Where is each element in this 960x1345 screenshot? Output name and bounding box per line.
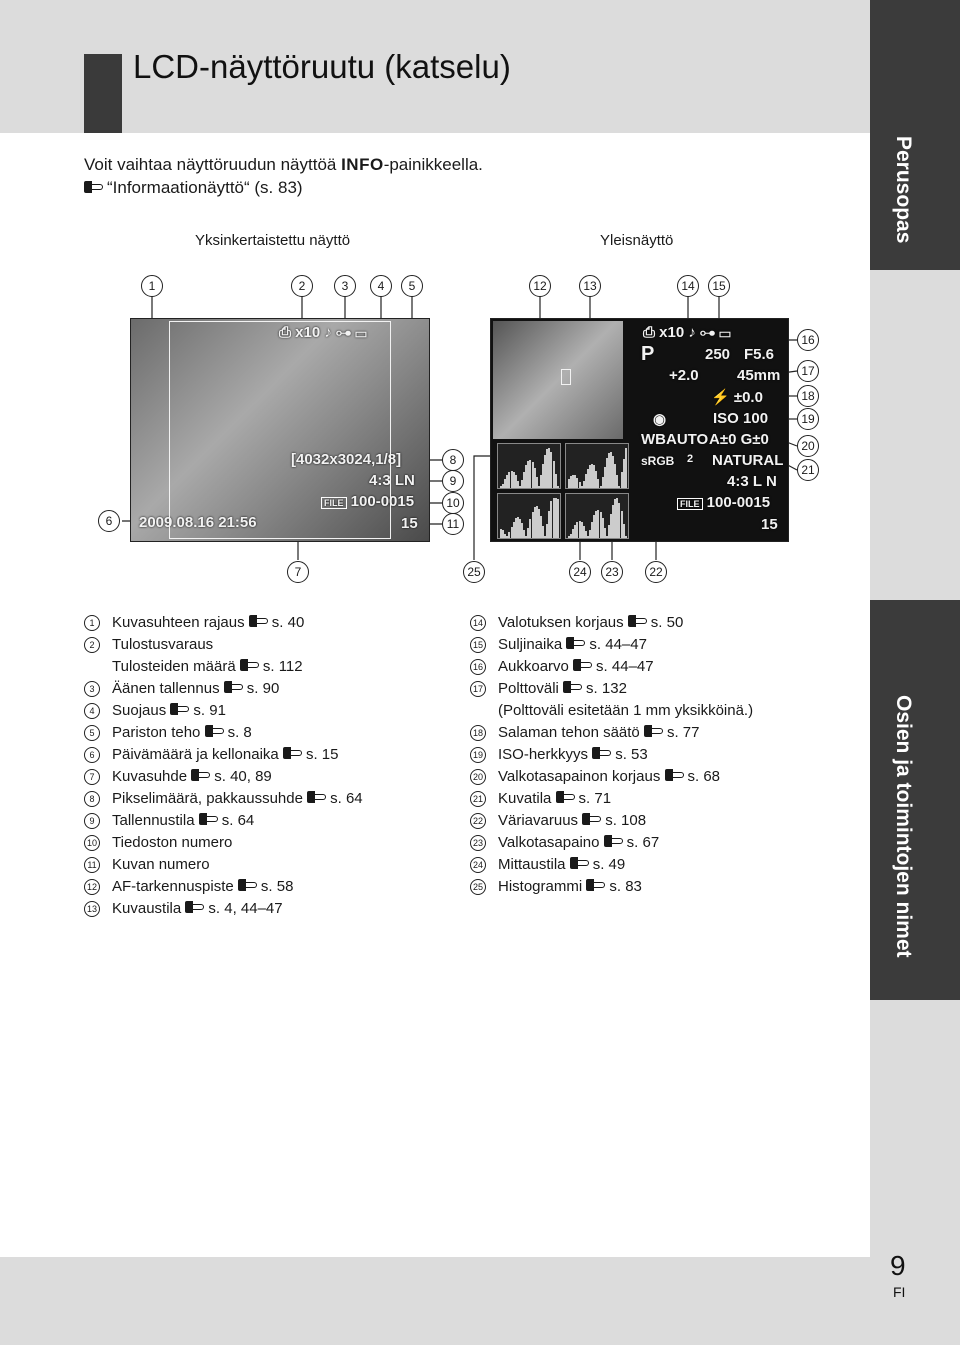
legend-item xyxy=(470,810,753,832)
info-button-label: INFO xyxy=(341,155,384,174)
page-reference-icon xyxy=(249,614,269,628)
page-reference-icon xyxy=(240,658,260,672)
metering-icon: ◉ xyxy=(653,411,667,428)
exposure-compensation: +2.0 xyxy=(669,367,699,384)
legend-page-ref: s. 8 xyxy=(227,724,252,741)
battery-icon: ▭ xyxy=(355,324,367,341)
date-time: 2009.08.16 21:56 xyxy=(139,514,257,531)
legend-text: Salaman tehon säätö xyxy=(498,724,640,741)
caption-general-display: Yleisnäyttö xyxy=(600,232,674,249)
aspect-quality xyxy=(727,473,777,490)
legend-page-ref: s. 50 xyxy=(650,614,684,631)
legend-text: Tiedoston numero xyxy=(112,834,233,851)
callout-15: 15 xyxy=(708,275,730,297)
page-reference-icon xyxy=(224,680,244,694)
legend-item xyxy=(84,788,363,810)
histogram-red xyxy=(565,443,629,489)
shutter-speed: 250 xyxy=(705,346,731,363)
pixel-count-compression: [4032x3024,1/8] xyxy=(291,451,402,468)
legend-item xyxy=(470,744,753,766)
legend-text: AF-tarkennuspiste xyxy=(112,878,234,895)
thumbnail-image xyxy=(493,321,623,439)
callout-5: 5 xyxy=(401,275,423,297)
page-reference-icon xyxy=(199,812,219,826)
picture-mode-number: 2 xyxy=(687,453,694,465)
record-mode: N xyxy=(404,472,415,489)
legend-number: 18 xyxy=(470,725,486,741)
legend-text: Aukkoarvo xyxy=(498,658,569,675)
page-reference-icon xyxy=(185,900,205,914)
legend-text: Kuvan numero xyxy=(112,856,210,873)
legend-item xyxy=(84,744,363,766)
aperture: F5.6 xyxy=(744,346,775,363)
callout-10: 10 xyxy=(442,492,464,514)
page-reference-icon xyxy=(170,702,190,716)
wb-compensation: A±0 G±0 xyxy=(709,431,769,448)
sidebar-tab-basic-guide-label: Perusopas xyxy=(892,136,915,244)
legend-page-ref: s. 71 xyxy=(578,790,612,807)
image-number: 15 xyxy=(401,515,418,532)
file-number-row xyxy=(677,494,770,511)
white-balance: WBAUTO xyxy=(641,431,709,448)
legend-right xyxy=(470,612,753,898)
legend-item xyxy=(84,876,363,898)
callout-12: 12 xyxy=(529,275,551,297)
callout-9: 9 xyxy=(442,470,464,492)
legend-text: (Polttoväli esitetään 1 mm yksikköinä.) xyxy=(498,702,754,719)
footer-band xyxy=(0,1257,870,1345)
color-space: sRGB xyxy=(641,454,675,468)
legend-number: 22 xyxy=(470,813,486,829)
print-reservation-icon: ⎙ xyxy=(643,324,660,341)
legend-page-ref: s. 91 xyxy=(193,702,226,719)
legend-text: Valkotasapaino xyxy=(498,834,600,851)
page-title: LCD-näyttöruutu (katselu) xyxy=(133,48,511,85)
legend-number: 25 xyxy=(470,879,486,895)
callout-6: 6 xyxy=(98,510,120,532)
large-size-icon: L xyxy=(752,473,762,490)
file-icon: FILE xyxy=(677,498,703,510)
simplified-display-screen xyxy=(130,318,430,542)
legend-item xyxy=(470,876,753,898)
legend-page-ref: s. 44–47 xyxy=(596,658,654,675)
protect-icon: ⊶ xyxy=(700,324,720,341)
callout-24: 24 xyxy=(569,561,591,583)
legend-item xyxy=(84,678,363,700)
print-reservation-icon: ⎙ xyxy=(279,324,296,341)
caption-simplified-display: Yksinkertaistettu näyttö xyxy=(195,232,351,249)
record-mode: N xyxy=(765,473,777,490)
legend-number: 17 xyxy=(470,681,486,697)
callout-17: 17 xyxy=(797,360,819,382)
focal-length: 45mm xyxy=(737,367,781,384)
legend-text: Kuvaustila xyxy=(112,900,182,917)
histogram-blue xyxy=(565,493,629,539)
legend-text: Päivämäärä ja kellonaika xyxy=(112,746,279,763)
legend-left xyxy=(84,612,363,920)
flash-compensation: ±0.0 xyxy=(733,389,763,406)
sidebar-tab-basic-guide[interactable] xyxy=(870,0,960,270)
legend-item xyxy=(470,832,753,854)
sound-icon: ♪ xyxy=(320,324,337,341)
legend-page-ref: s. 112 xyxy=(262,658,303,675)
page-reference-icon xyxy=(205,724,225,738)
page-reference-icon xyxy=(604,834,624,848)
page-reference-icon xyxy=(592,746,612,760)
file-number: 100-0015 xyxy=(350,493,415,510)
intro-text-part: Voit vaihtaa näyttöruudun näyttöä xyxy=(84,155,342,174)
legend-item xyxy=(84,810,363,832)
sidebar-tab-parts-names-label: Osien ja toimintojen nimet xyxy=(892,695,915,958)
legend-item xyxy=(84,854,363,876)
legend-text: Tulosteiden määrä xyxy=(112,658,236,675)
legend-item xyxy=(470,722,753,744)
legend-number: 1 xyxy=(84,615,100,631)
file-icon: FILE xyxy=(321,497,347,509)
legend-item xyxy=(84,656,363,678)
legend-number: 21 xyxy=(470,791,486,807)
legend-page-ref: s. 64 xyxy=(221,812,255,829)
legend-number: 4 xyxy=(84,703,100,719)
battery-icon: ▭ xyxy=(719,324,731,341)
callout-19: 19 xyxy=(797,408,819,430)
page-reference-icon xyxy=(566,636,586,650)
aspect-ratio: 4:3 xyxy=(727,473,749,490)
legend-text: Tallennustila xyxy=(112,812,195,829)
intro-text-part: -painikkeella. xyxy=(383,155,483,174)
legend-number: 9 xyxy=(84,813,100,829)
file-number: 100-0015 xyxy=(706,494,771,511)
legend-item xyxy=(470,612,753,634)
histogram-luminance xyxy=(497,443,561,489)
print-count: x10 xyxy=(295,324,321,341)
legend-item xyxy=(84,766,363,788)
top-icons xyxy=(643,324,731,341)
legend-page-ref: s. 67 xyxy=(626,834,660,851)
legend-page-ref: s. 44–47 xyxy=(589,636,647,653)
legend-number: 24 xyxy=(470,857,486,873)
callout-16: 16 xyxy=(797,329,819,351)
page-reference-icon xyxy=(586,878,606,892)
legend-item xyxy=(470,766,753,788)
legend-item xyxy=(84,898,363,920)
legend-item xyxy=(470,656,753,678)
legend-text: Valkotasapainon korjaus xyxy=(498,768,661,785)
legend-item xyxy=(470,634,753,656)
legend-item xyxy=(84,612,363,634)
legend-text: Suojaus xyxy=(112,702,167,719)
callout-11: 11 xyxy=(442,513,464,535)
flash-row xyxy=(711,388,763,406)
callout-25: 25 xyxy=(463,561,485,583)
legend-item xyxy=(470,854,753,876)
protect-icon: ⊶ xyxy=(336,324,356,341)
legend-item xyxy=(84,634,363,656)
legend-item xyxy=(470,678,753,700)
sidebar-tab-parts-names[interactable] xyxy=(870,600,960,1000)
legend-number: 8 xyxy=(84,791,100,807)
page-reference-icon xyxy=(628,614,648,628)
callout-3: 3 xyxy=(334,275,356,297)
legend-page-ref: s. 108 xyxy=(605,812,647,829)
legend-page-ref: s. 58 xyxy=(260,878,294,895)
legend-number: 19 xyxy=(470,747,486,763)
page-reference-icon xyxy=(563,680,583,694)
legend-item xyxy=(84,722,363,744)
legend-number: 23 xyxy=(470,835,486,851)
image-number: 15 xyxy=(761,516,778,533)
histogram-bar xyxy=(625,536,627,538)
legend-text: Tulostusvaraus xyxy=(112,636,214,653)
legend-item xyxy=(84,832,363,854)
page-reference-icon xyxy=(191,768,211,782)
callout-22: 22 xyxy=(645,561,667,583)
legend-text: Valotuksen korjaus xyxy=(498,614,624,631)
legend-number: 16 xyxy=(470,659,486,675)
legend-item xyxy=(470,700,753,722)
page-reference-icon xyxy=(665,768,685,782)
legend-page-ref: s. 90 xyxy=(246,680,280,697)
flash-icon: ⚡ xyxy=(711,389,734,406)
shooting-mode: P xyxy=(641,343,655,365)
legend-text: Polttoväli xyxy=(498,680,559,697)
legend-text: Väriavaruus xyxy=(498,812,579,829)
histogram-bar xyxy=(625,448,627,488)
legend-number: 6 xyxy=(84,747,100,763)
legend-page-ref: s. 40 xyxy=(271,614,305,631)
page-reference-icon xyxy=(644,724,664,738)
legend-number: 20 xyxy=(470,769,486,785)
legend-number: 15 xyxy=(470,637,486,653)
large-size-icon: L xyxy=(394,472,405,489)
callout-8: 8 xyxy=(442,449,464,471)
legend-number: 3 xyxy=(84,681,100,697)
legend-page-ref: s. 53 xyxy=(615,746,648,763)
callout-20: 20 xyxy=(797,435,819,457)
general-display-screen xyxy=(490,318,789,542)
legend-number: 5 xyxy=(84,725,100,741)
legend-text: Suljinaika xyxy=(498,636,563,653)
legend-number: 14 xyxy=(470,615,486,631)
histogram-green xyxy=(497,493,561,539)
legend-number: 10 xyxy=(84,835,100,851)
legend-number: 13 xyxy=(84,901,100,917)
callout-23: 23 xyxy=(601,561,623,583)
legend-page-ref: s. 15 xyxy=(305,746,339,763)
legend-item xyxy=(84,700,363,722)
picture-mode: NATURAL xyxy=(712,452,784,469)
iso: ISO 100 xyxy=(713,410,769,427)
aspect-ratio: 4:3 xyxy=(369,472,391,489)
page-reference-icon xyxy=(556,790,576,804)
callout-14: 14 xyxy=(677,275,699,297)
legend-text: Histogrammi xyxy=(498,878,583,895)
page-number: 9 xyxy=(890,1250,906,1281)
legend-page-ref: s. 4, 44–47 xyxy=(208,900,283,917)
legend-text: Äänen tallennus xyxy=(112,680,220,697)
callout-4: 4 xyxy=(370,275,392,297)
legend-page-ref: s. 83 xyxy=(609,878,642,895)
legend-text: ISO-herkkyys xyxy=(498,746,589,763)
callout-21: 21 xyxy=(797,459,819,481)
legend-text: Pariston teho xyxy=(112,724,201,741)
af-target xyxy=(561,369,571,385)
legend-text: Kuvasuhde xyxy=(112,768,188,785)
legend-item xyxy=(470,788,753,810)
callout-1: 1 xyxy=(141,275,163,297)
legend-text: Kuvasuhteen rajaus xyxy=(112,614,245,631)
histogram-bar xyxy=(557,486,559,488)
legend-page-ref: s. 68 xyxy=(687,768,721,785)
legend-page-ref: s. 49 xyxy=(592,856,626,873)
page-reference-icon xyxy=(238,878,258,892)
legend-page-ref: s. 64 xyxy=(330,790,363,807)
callout-18: 18 xyxy=(797,385,819,407)
legend-number: 12 xyxy=(84,879,100,895)
legend-number: 7 xyxy=(84,769,100,785)
sound-icon: ♪ xyxy=(684,324,701,341)
legend-number: 11 xyxy=(84,857,100,873)
page-reference-icon xyxy=(283,746,303,760)
page-reference-icon xyxy=(307,790,327,804)
legend-text: Kuvatila xyxy=(498,790,552,807)
legend-page-ref: s. 77 xyxy=(666,724,700,741)
crop-frame xyxy=(169,321,391,539)
legend-page-ref: s. 40, 89 xyxy=(214,768,272,785)
intro-reference-text: “Informaationäyttö“ (s. 83) xyxy=(107,178,303,197)
callout-7: 7 xyxy=(287,561,309,583)
callout-13: 13 xyxy=(579,275,601,297)
page-reference-icon xyxy=(582,812,602,826)
page-reference-icon xyxy=(573,658,593,672)
callout-2: 2 xyxy=(291,275,313,297)
legend-text: Mittaustila xyxy=(498,856,566,873)
page-reference-icon xyxy=(570,856,590,870)
legend-number: 2 xyxy=(84,637,100,653)
print-count: x10 xyxy=(659,324,685,341)
histogram-bar xyxy=(557,499,559,538)
legend-page-ref: s. 132 xyxy=(586,680,627,697)
page-language: FI xyxy=(893,1284,906,1300)
legend-text: Pikselimäärä, pakkaussuhde xyxy=(112,790,303,807)
